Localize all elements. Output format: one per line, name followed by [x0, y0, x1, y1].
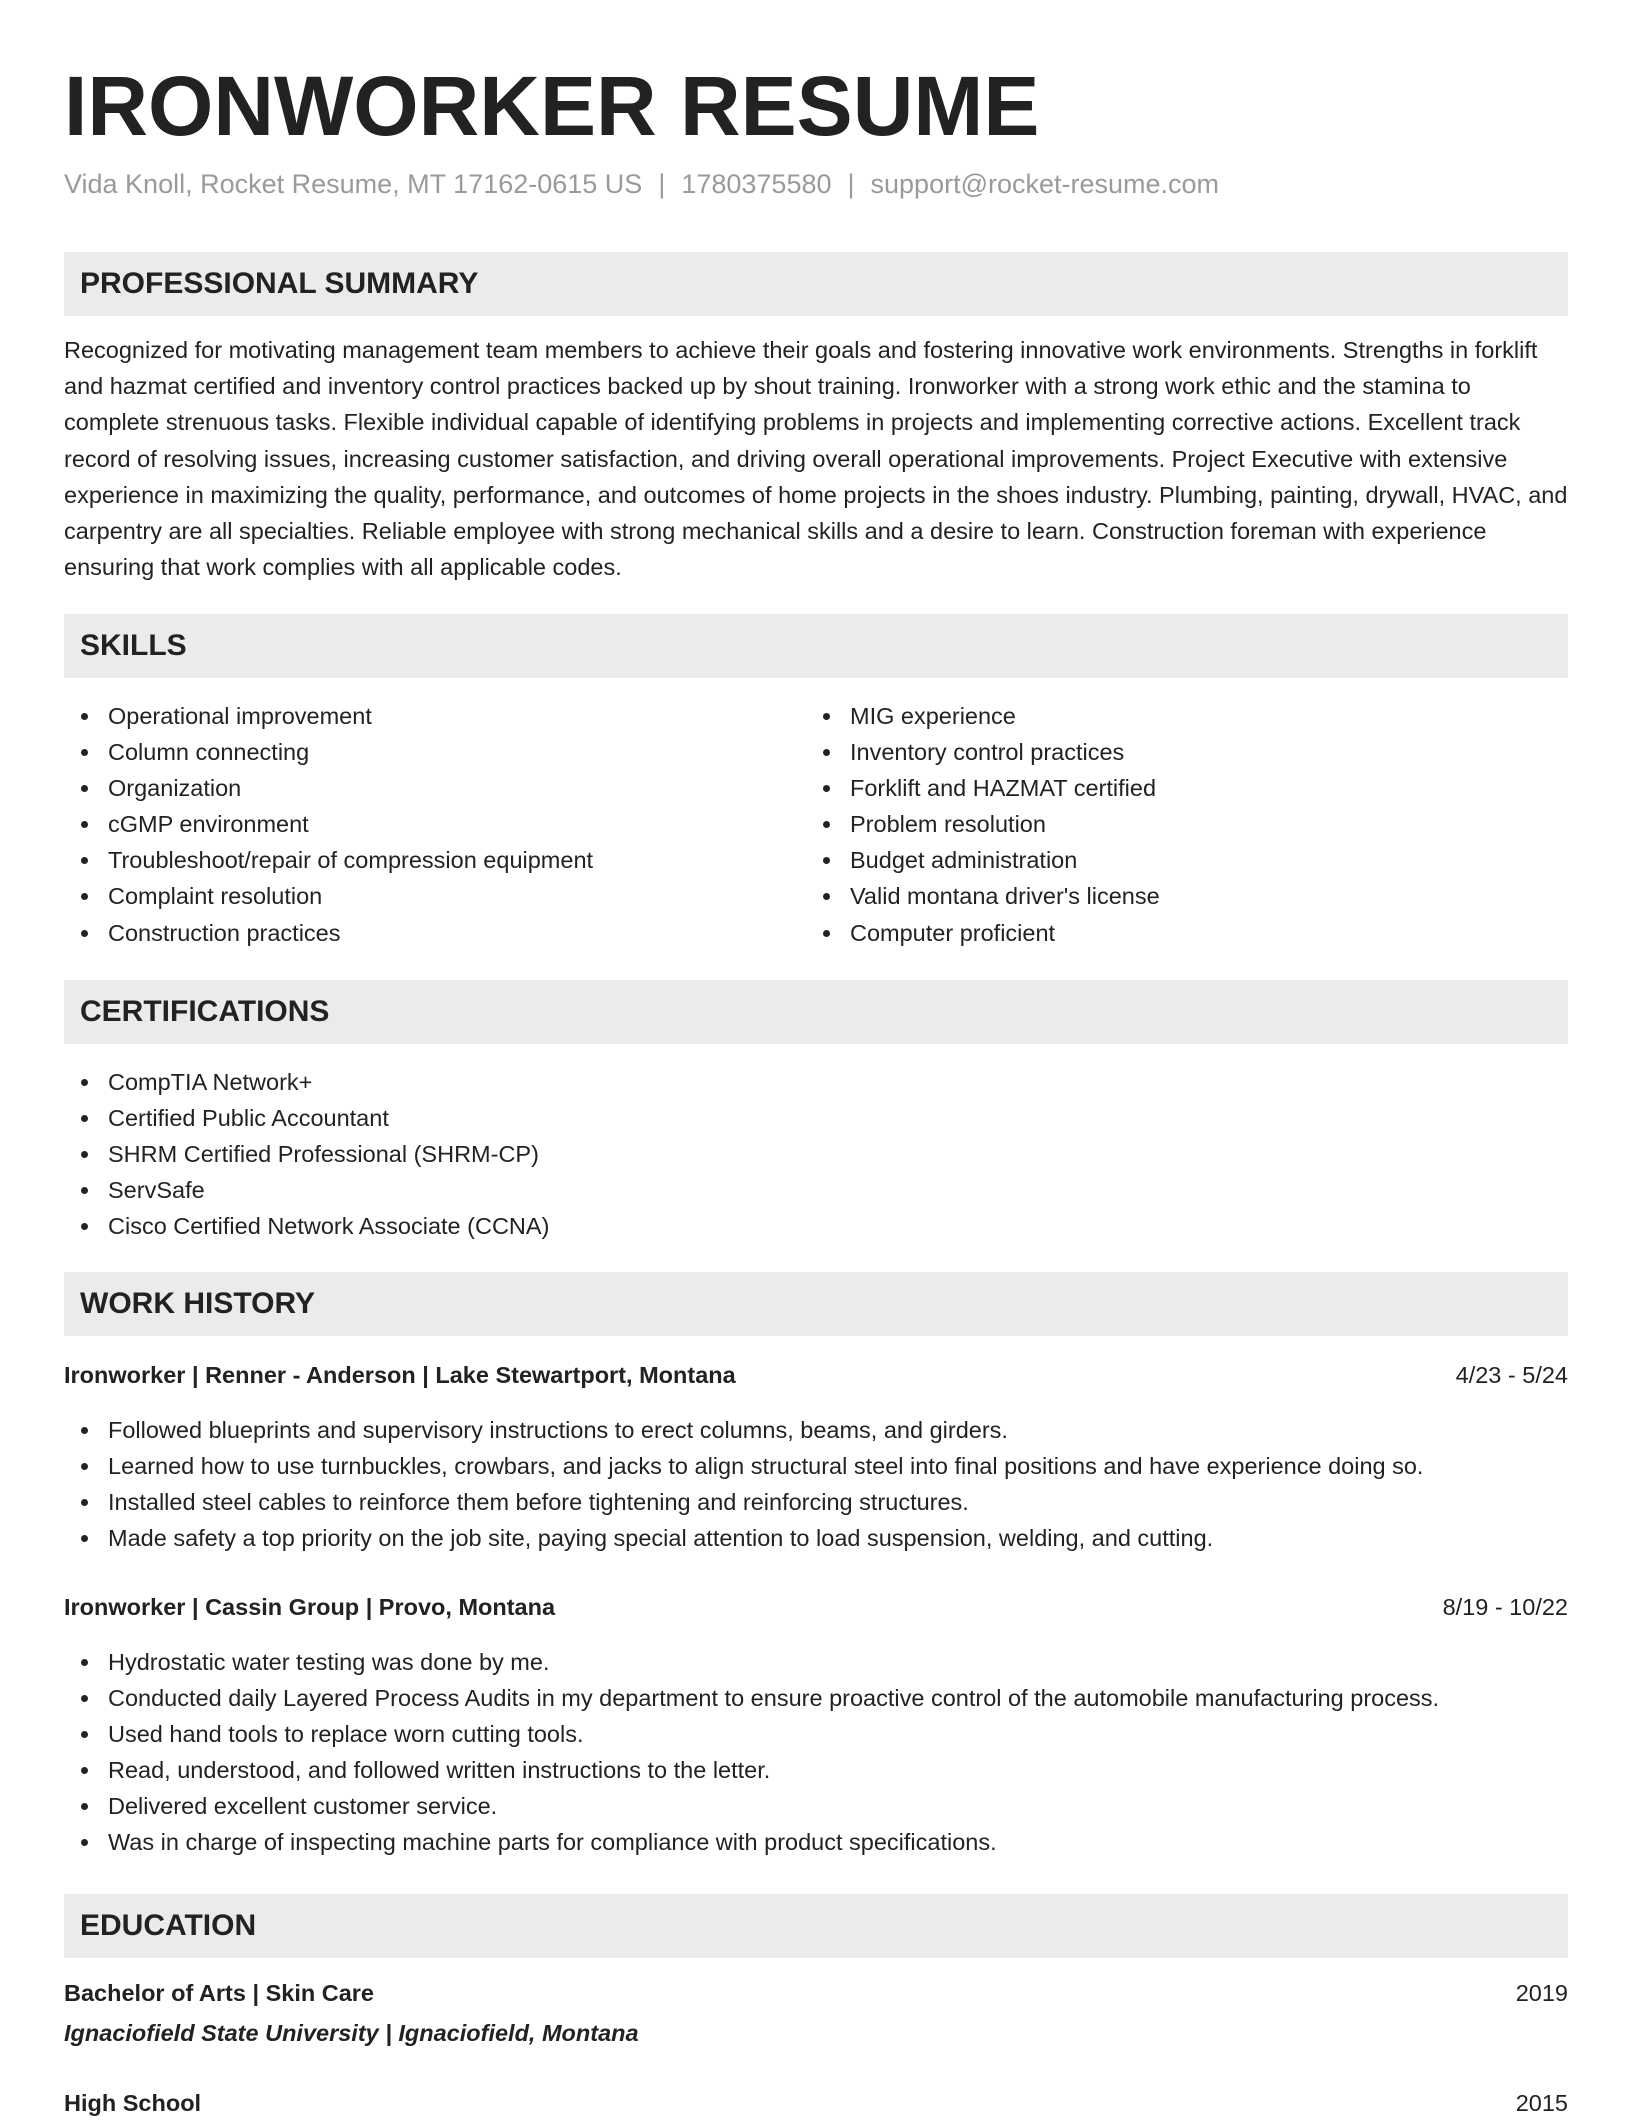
job-duties-list [64, 1644, 1439, 1861]
certification-item: CompTIA Network+ [108, 1064, 549, 1100]
education-section-header [64, 1894, 1568, 1958]
job-duty-item: Delivered excellent customer service. [108, 1788, 1439, 1824]
skill-item: Organization [108, 770, 593, 806]
job-duty-item: Hydrostatic water testing was done by me. [108, 1644, 1439, 1680]
certification-item: SHRM Certified Professional (SHRM-CP) [108, 1136, 549, 1172]
job-duties-list [64, 1412, 1423, 1556]
education-degree: Bachelor of Arts | Skin Care [64, 1980, 374, 2006]
contact-phone: 1780375580 [681, 169, 832, 199]
contact-separator: | [658, 169, 666, 199]
work-section-title: WORK HISTORY [80, 1287, 316, 1320]
summary-section-header [64, 252, 1568, 316]
skill-item: MIG experience [850, 698, 1160, 734]
education-year: 2019 [1515, 1980, 1568, 2006]
job-title-company: Ironworker | Cassin Group | Provo, Montana [64, 1594, 556, 1620]
contact-line [64, 166, 1219, 202]
job-heading [64, 1589, 1568, 1625]
skill-item: Column connecting [108, 734, 593, 770]
skill-item: Operational improvement [108, 698, 593, 734]
contact-email: support@rocket-resume.com [870, 169, 1220, 199]
job-duty-item: Followed blueprints and supervisory instructions to erect columns, beams, and girders. [108, 1412, 1423, 1448]
skill-item: Computer proficient [850, 915, 1160, 951]
certifications-section-header [64, 980, 1568, 1044]
job-duty-item: Made safety a top priority on the job site, paying special attention to load suspension, welding, and cutting. [108, 1520, 1423, 1556]
skills-list-right [806, 698, 1160, 951]
job-duty-item: Installed steel cables to reinforce them before tightening and reinforcing structures. [108, 1484, 1423, 1520]
skill-item: Troubleshoot/repair of compression equipment [108, 842, 593, 878]
skill-item: Construction practices [108, 915, 593, 951]
education-year: 2015 [1515, 2090, 1568, 2116]
education-heading [64, 1975, 1568, 2011]
skill-item: Budget administration [850, 842, 1160, 878]
skill-item: Inventory control practices [850, 734, 1160, 770]
contact-separator: | [847, 169, 855, 199]
skills-list-left [64, 698, 593, 951]
education-section-title: EDUCATION [80, 1909, 257, 1942]
certification-item: Cisco Certified Network Associate (CCNA) [108, 1208, 549, 1244]
skills-section-header [64, 614, 1568, 678]
job-duty-item: Used hand tools to replace worn cutting tools. [108, 1716, 1439, 1752]
skill-item: Forklift and HAZMAT certified [850, 770, 1160, 806]
job-title-company: Ironworker | Renner - Anderson | Lake Stewartport, Montana [64, 1362, 736, 1388]
job-duty-item: Conducted daily Layered Process Audits in my department to ensure proactive control of the automobile manufacturing process. [108, 1680, 1439, 1716]
resume-title: IRONWORKER RESUME [64, 59, 1040, 153]
work-section-header [64, 1272, 1568, 1336]
skill-item: cGMP environment [108, 806, 593, 842]
skill-item: Complaint resolution [108, 878, 593, 914]
job-dates: 8/19 - 10/22 [1442, 1594, 1568, 1620]
education-degree: High School [64, 2090, 202, 2116]
contact-address: Vida Knoll, Rocket Resume, MT 17162-0615 US [64, 169, 643, 199]
education-heading [64, 2085, 1568, 2121]
summary-section-title: PROFESSIONAL SUMMARY [80, 267, 479, 300]
certifications-list [64, 1064, 549, 1244]
job-duty-item: Learned how to use turnbuckles, crowbars, and jacks to align structural steel into final positions and have experience doing so. [108, 1448, 1423, 1484]
certification-item: Certified Public Accountant [108, 1100, 549, 1136]
certifications-section-title: CERTIFICATIONS [80, 995, 330, 1028]
skills-section-title: SKILLS [80, 629, 187, 662]
skill-item: Problem resolution [850, 806, 1160, 842]
summary-text: Recognized for motivating management team members to achieve their goals and fostering innovative work environments. Strengths in forklift and hazmat certified and inventory control practices backed up by shout training. Ironworker with a strong work ethic and the stamina to complete strenuous tasks. Flexible individual capable of identifying problems in projects and implementing corrective actions. Excellent track record of resolving issues, increasing customer satisfaction, and driving overall operational improvements. Project Executive with extensive experience in maximizing the quality, performance, and outcomes of home projects in the shoes industry. Plumbing, painting, drywall, HVAC, and carpentry are all specialties. Reliable employee with strong mechanical skills and a desire to learn. Construction foreman with experience ensuring that work complies with all applicable codes. [64, 337, 1568, 581]
certification-item: ServSafe [108, 1172, 549, 1208]
job-dates: 4/23 - 5/24 [1455, 1362, 1568, 1388]
job-duty-item: Was in charge of inspecting machine parts for compliance with product specifications. [108, 1824, 1439, 1860]
job-heading [64, 1357, 1568, 1393]
education-school: Ignaciofield State University | Ignaciofield, Montana [64, 2020, 639, 2046]
job-duty-item: Read, understood, and followed written instructions to the letter. [108, 1752, 1439, 1788]
skill-item: Valid montana driver's license [850, 878, 1160, 914]
